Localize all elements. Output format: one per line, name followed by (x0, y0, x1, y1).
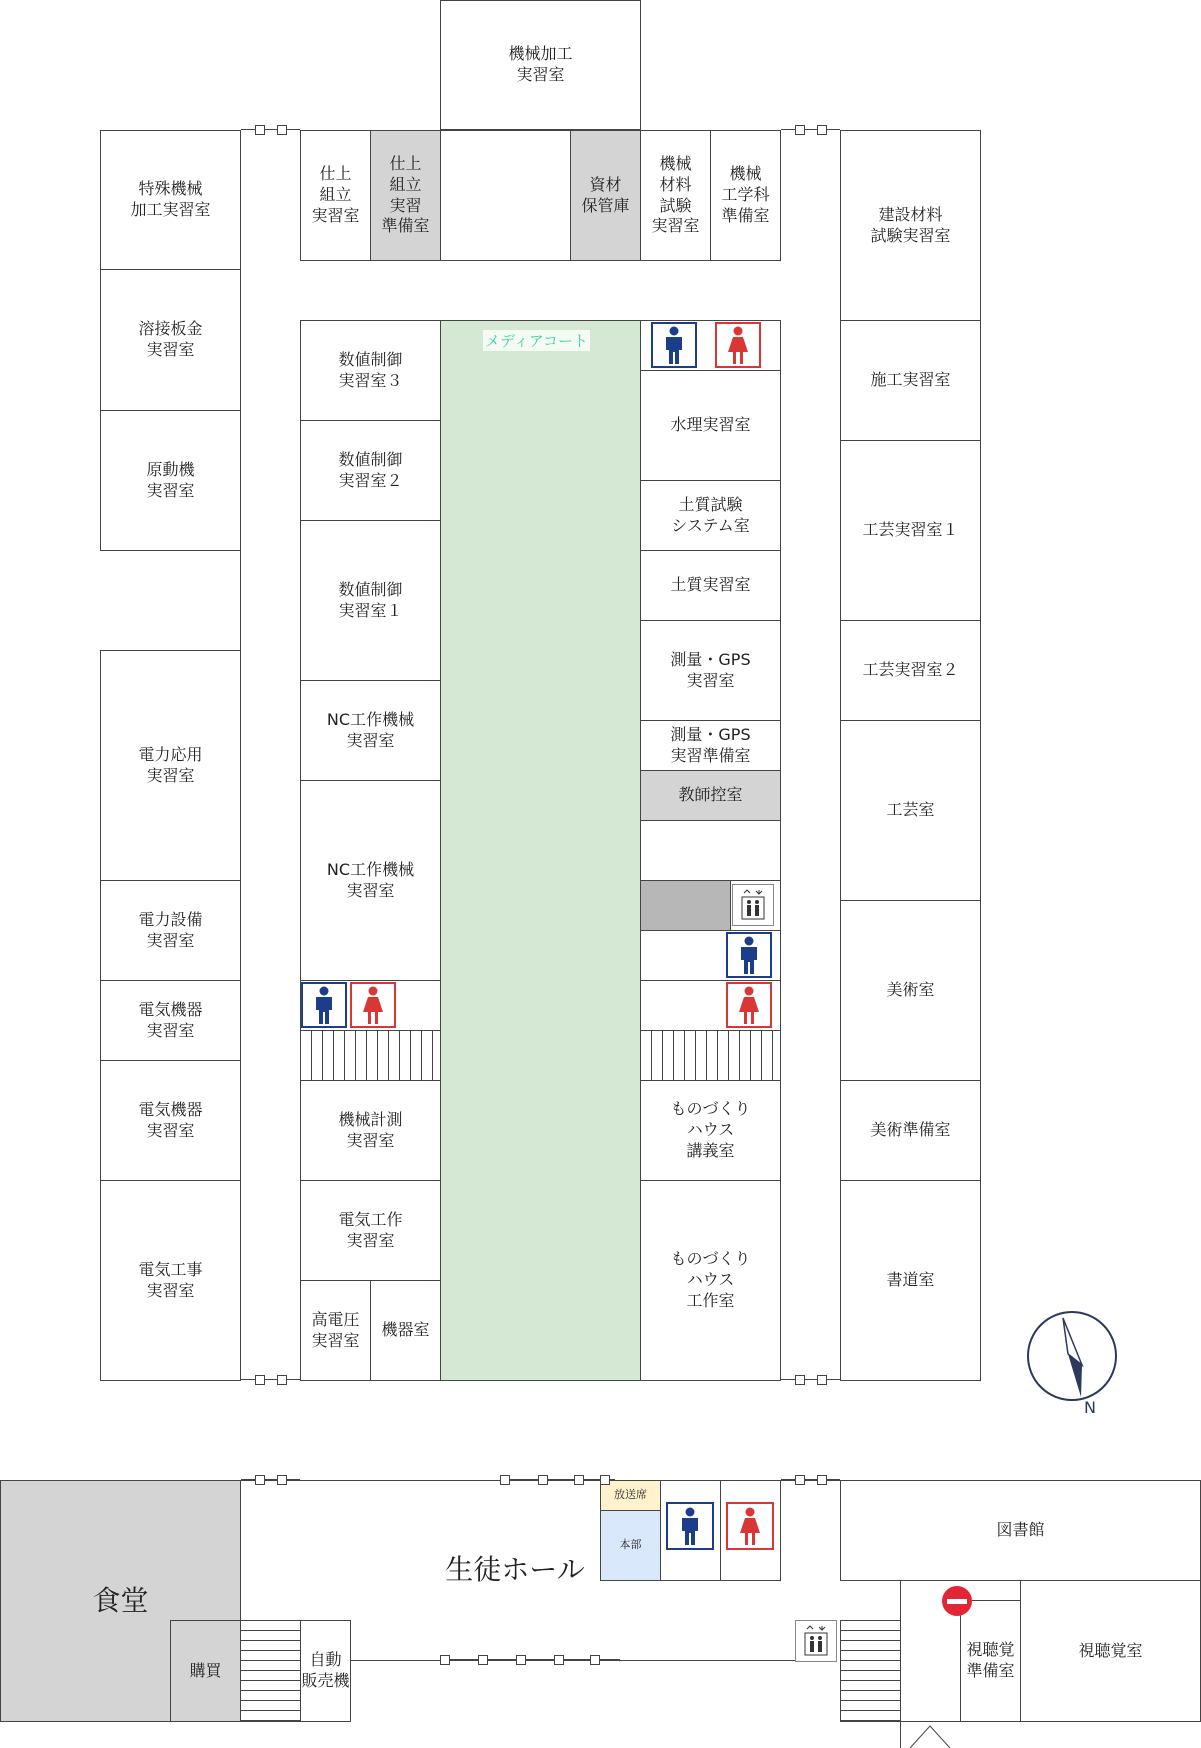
elevator-shaft (640, 880, 731, 931)
shokudo-room: 食堂 (0, 1480, 241, 1722)
gendoki-room: 原動機 実習室 (100, 410, 241, 551)
shizai-storage: 資材 保管庫 (570, 130, 641, 261)
kogei-shitsu: 工芸室 (840, 720, 981, 901)
honbu: 本部 (600, 1510, 661, 1581)
male-toilet-icon (301, 982, 347, 1028)
media-court-label: メディアコート (485, 332, 589, 350)
shichokaku-room: 視聴覚室 (1020, 1580, 1201, 1722)
kobai-room: 購買 (170, 1620, 241, 1722)
corridor-connector (781, 125, 840, 135)
monozukuri-kosaku-room: ものづくり ハウス 工作室 (640, 1180, 781, 1381)
wall (640, 320, 781, 321)
kikai-zairyo-room: 機械 材料 試験 実習室 (640, 130, 711, 261)
hososeki: 放送席 (600, 1480, 661, 1511)
male-toilet-icon (666, 1502, 714, 1550)
denki-kiki-room-2: 電気機器 実習室 (100, 1060, 241, 1181)
compass-icon (1026, 1310, 1118, 1402)
suchi-seigyo-room-1: 数値制御 実習室１ (300, 520, 441, 681)
female-toilet-icon (726, 982, 772, 1028)
suiri-room: 水理実習室 (640, 370, 781, 481)
compass-north-label: N (1084, 1398, 1096, 1417)
toshokan-room: 図書館 (840, 1480, 1201, 1581)
female-toilet-icon (350, 982, 396, 1028)
suchi-seigyo-room-3: 数値制御 実習室３ (300, 320, 441, 421)
denki-kosaku-room: 電気工作 実習室 (300, 1180, 441, 1281)
kikai-kako-room: 機械加工 実習室 (440, 0, 641, 130)
no-entry-icon (942, 1586, 972, 1616)
seko-room: 施工実習室 (840, 320, 981, 441)
sokuryo-room: 測量・GPS 実習室 (640, 620, 781, 721)
doshitsu-system-room: 土質試験 システム室 (640, 480, 781, 551)
female-toilet-icon (715, 322, 761, 368)
sokuryo-junbi-room: 測量・GPS 実習準備室 (640, 720, 781, 771)
elevator-icon (795, 1620, 837, 1662)
kikai-keisoku-room: 機械計測 実習室 (300, 1080, 441, 1181)
doshitsu-room: 土質実習室 (640, 550, 781, 621)
door-icon (900, 1722, 961, 1748)
stairs-lower-left (240, 1620, 301, 1722)
denryoku-oyo-room: 電力応用 実習室 (100, 650, 241, 881)
wall (640, 980, 781, 981)
kiki-room: 機器室 (370, 1280, 441, 1381)
shodo-room: 書道室 (840, 1180, 981, 1381)
stairs-lower-right (840, 1620, 901, 1722)
stairs-right (640, 1030, 781, 1081)
male-toilet-icon (726, 932, 772, 978)
stairs-left (300, 1030, 441, 1081)
nc-room-1: NC工作機械 実習室 (300, 680, 441, 781)
wall (640, 930, 781, 931)
wall (780, 820, 781, 1030)
media-court (440, 320, 641, 1381)
suchi-seigyo-room-2: 数値制御 実習室２ (300, 420, 441, 521)
corridor-connector (781, 1375, 840, 1385)
yosetsu-room: 溶接板金 実習室 (100, 269, 241, 411)
corridor-connector (241, 1475, 300, 1485)
corridor-connector (781, 1475, 840, 1485)
monozukuri-kogi-room: ものづくり ハウス 講義室 (640, 1080, 781, 1181)
seito-hall-label: 生徒ホール (445, 1552, 585, 1586)
jihanki-room: 自動 販売機 (300, 1620, 351, 1722)
tokushu-kikai-room: 特殊機械 加工実習室 (100, 130, 241, 270)
compass (1026, 1310, 1118, 1420)
corridor-connector (500, 1475, 615, 1485)
shicho-junbi-room: 視聴覚 準備室 (960, 1600, 1021, 1722)
bijutsu-room: 美術室 (840, 900, 981, 1081)
bijutsu-junbi-room: 美術準備室 (840, 1080, 981, 1181)
kensetsu-zairyo-room: 建設材料 試験実習室 (840, 130, 981, 321)
shiage-junbi-room: 仕上 組立 実習 準備室 (370, 130, 441, 261)
corridor-connector (440, 1655, 620, 1665)
female-toilet-icon (726, 1502, 774, 1550)
denryoku-setsubi-room: 電力設備 実習室 (100, 880, 241, 981)
male-toilet-icon (651, 322, 697, 368)
wall (240, 550, 241, 650)
kikai-kogaku-room: 機械 工学科 準備室 (710, 130, 781, 261)
wall (780, 320, 781, 370)
wall (440, 260, 571, 261)
nc-room-2: NC工作機械 実習室 (300, 780, 441, 981)
koatsu-room: 高電圧 実習室 (300, 1280, 371, 1381)
denki-kiki-room-1: 電気機器 実習室 (100, 980, 241, 1061)
elevator-icon (732, 884, 774, 926)
shiage-kumitate-room: 仕上 組立 実習室 (300, 130, 371, 261)
denki-koji-room: 電気工事 実習室 (100, 1180, 241, 1381)
corridor-connector (241, 125, 300, 135)
kyoshi-room: 教師控室 (640, 770, 781, 821)
kogei-room-1: 工芸実習室１ (840, 440, 981, 621)
kogei-room-2: 工芸実習室２ (840, 620, 981, 721)
corridor-connector (241, 1375, 300, 1385)
